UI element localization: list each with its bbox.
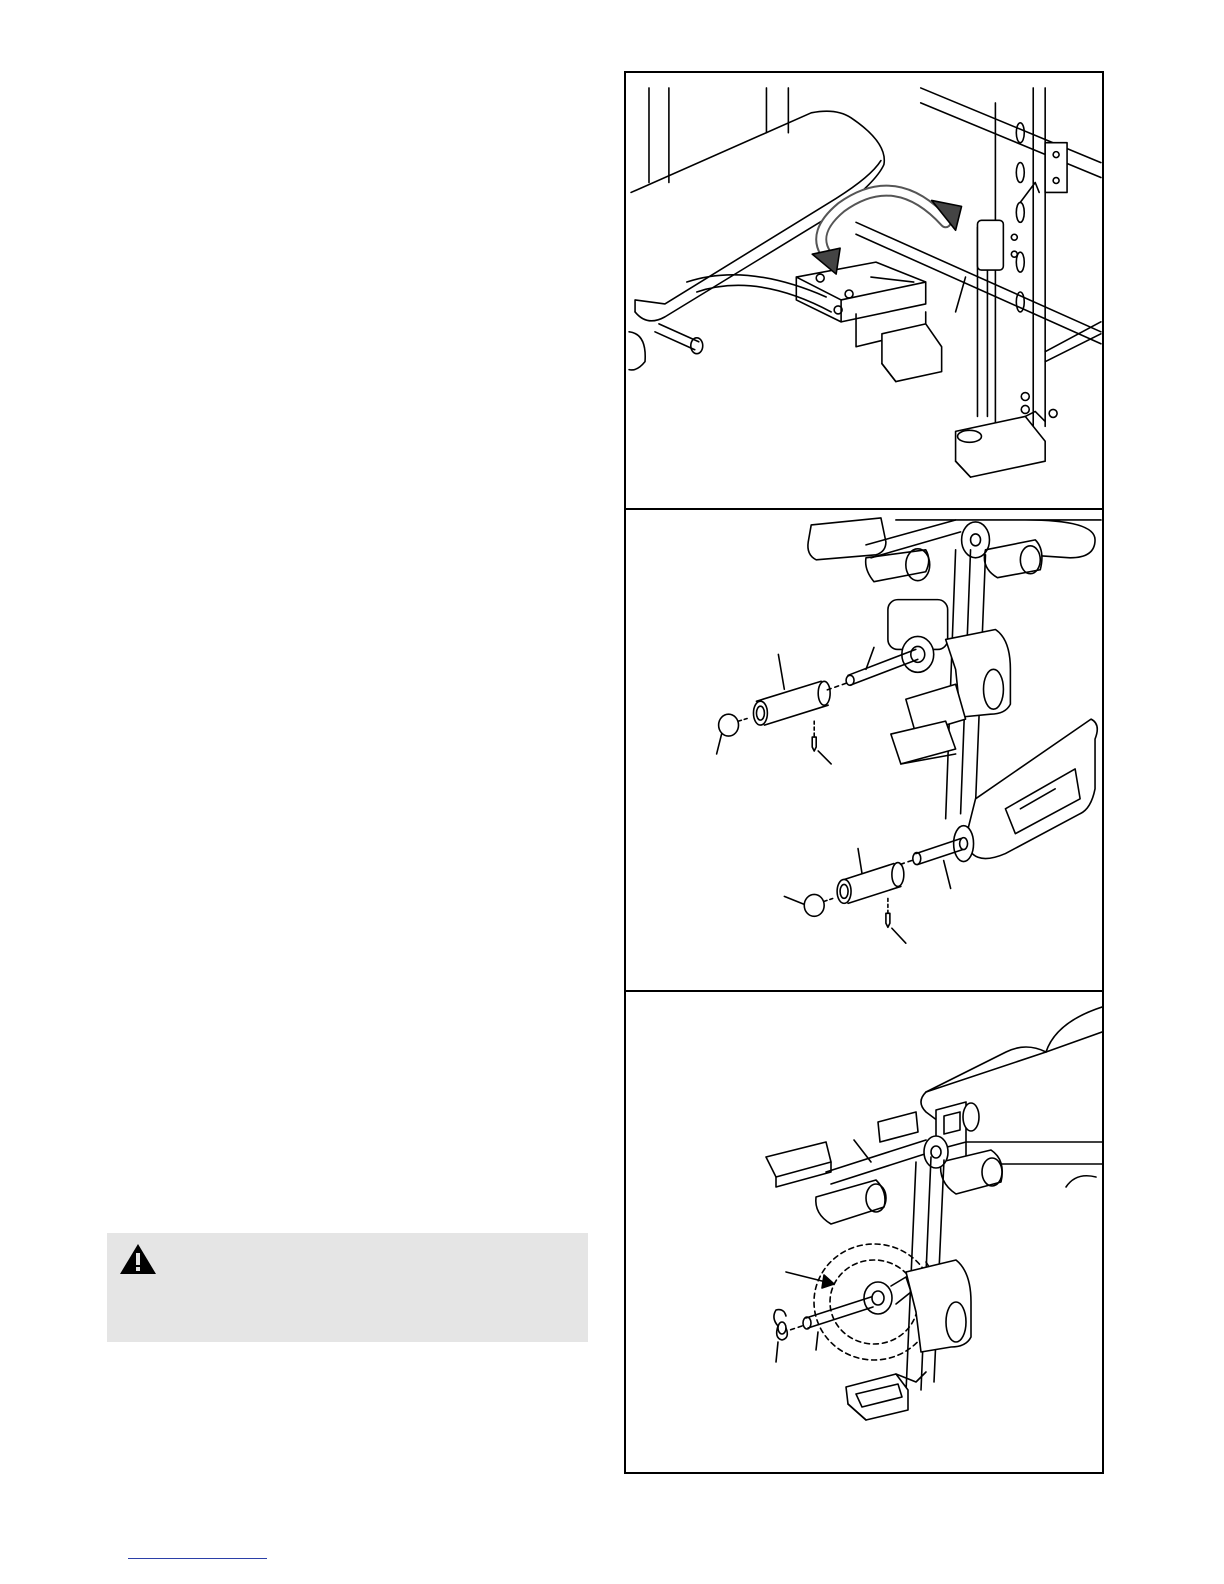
footer-rule: [128, 1558, 267, 1559]
figure-weight-plate-on-leg-lever: [626, 992, 1102, 1472]
warning-box: [107, 1233, 588, 1342]
figure-leg-lever-foam-rollers: [626, 510, 1102, 992]
figure-bench-attached-to-rack: [626, 73, 1102, 510]
assembly-figure-frame: [624, 71, 1104, 1474]
warning-triangle-icon: [118, 1242, 158, 1276]
